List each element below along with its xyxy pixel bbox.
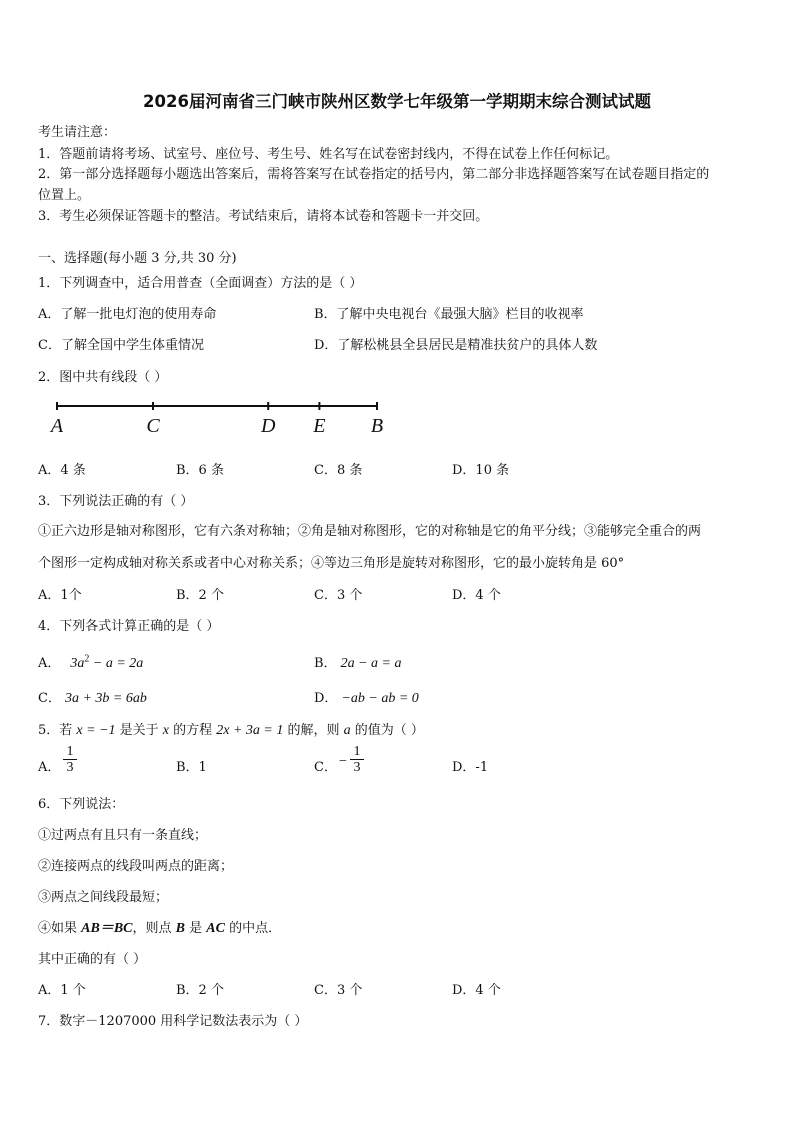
line-segment-diagram [40, 396, 400, 440]
q5-option-a-denominator: 3 [66, 760, 74, 775]
q3-text-line-2: 个图形一定构成轴对称关系或者中心对称关系；④等边三角形是旋转对称图形，它的最小旋转角是 60° [38, 556, 625, 571]
notice-item-2-cont: 位置上。 [38, 188, 91, 203]
q6-option-d: D．4 个 [452, 983, 501, 998]
q3-option-d: D．4 个 [452, 588, 501, 603]
point-label-c: C [146, 415, 160, 437]
q5-stem-text-3: 的方程 [169, 723, 217, 738]
q6-question: 其中正确的有（ ） [38, 952, 147, 967]
q5-stem-math-4: a [343, 723, 351, 738]
q6-option-b: B．2 个 [176, 983, 224, 998]
q5-option-c-sign: − [339, 754, 347, 769]
notice-heading: 考生请注意： [38, 125, 117, 140]
q4-option-a-expr-rest: − a = 2a [89, 656, 144, 671]
point-label-b: B [370, 415, 384, 437]
q5-stem-text-2: 是关于 [115, 723, 163, 738]
section-heading: 一、选择题(每小题 3 分,共 30 分) [38, 251, 237, 266]
q2-option-d: D．10 条 [452, 463, 510, 478]
q4-option-a-exponent: 2 [84, 653, 90, 665]
q5-option-a-numerator: 1 [63, 744, 77, 760]
q1-option-a: A．了解一批电灯泡的使用寿命 [38, 307, 217, 322]
q3-stem: 3．下列说法正确的有（ ） [38, 494, 194, 509]
q6-statement-1: ①过两点有且只有一条直线； [38, 828, 208, 843]
notice-item-2: 2．第一部分选择题每小题选出答案后，需将答案写在试卷指定的括号内，第二部分非选择题答案写在试卷题目指定的 [38, 167, 710, 182]
q5-option-c-numerator: 1 [350, 744, 364, 760]
q4-option-d-label: D． [314, 691, 338, 706]
q6-statement-2: ②连接两点的线段叫两点的距离； [38, 859, 234, 874]
q7-stem: 7．数字－1207000 用科学记数法表示为（ ） [38, 1014, 308, 1029]
q2-option-b: B．6 条 [176, 463, 224, 478]
q5-stem-text-1: 5．若 [38, 723, 77, 738]
q4-option-a-expr-base: 3a [70, 656, 85, 671]
q4-option-b [314, 652, 401, 672]
q4-option-b-expr: 2a − a = a [340, 656, 402, 671]
q2-stem: 2．图中共有线段（ ） [38, 370, 168, 385]
q3-text-line-1: ①正六边形是轴对称图形，它有六条对称轴；②角是轴对称图形，它的对称轴是它的角平分线；③能够完全重合的两 [38, 524, 702, 539]
q4-option-c-expr: 3a + 3b = 6ab [64, 691, 147, 706]
notice-item-3: 3．考生必须保证答题卡的整洁。考试结束后，请将本试卷和答题卡一并交回。 [38, 209, 489, 224]
q6-statement-3: ③两点之间线段最短； [38, 890, 169, 905]
q5-stem-math-1: x = −1 [76, 723, 116, 738]
q1-option-d: D．了解松桃县全县居民是精准扶贫户的具体人数 [314, 338, 598, 353]
q6-option-a: A．1 个 [38, 983, 86, 998]
q4-option-c-label: C． [38, 691, 61, 706]
q4-option-b-label: B． [314, 656, 337, 671]
q4-option-a-label: A． [38, 656, 61, 671]
q6-stem: 6．下列说法： [38, 797, 125, 812]
q6-statement-4 [38, 917, 281, 937]
q6-statement-4-math-3: AC [206, 921, 225, 936]
q1-option-b: B．了解中央电视台《最强大脑》栏目的收视率 [314, 307, 584, 322]
point-label-d: D [260, 415, 276, 437]
q4-option-c [38, 687, 147, 707]
q5-option-a-fraction [63, 744, 77, 776]
q5-stem-text-5: 的值为（ ） [350, 723, 424, 738]
notice-item-1: 1．答题前请将考场、试室号、座位号、考生号、姓名写在试卷密封线内，不得在试卷上作任何标记。 [38, 147, 619, 162]
q4-option-d [314, 687, 419, 707]
q6-statement-4-text-3: 是 [184, 921, 207, 936]
point-label-a: A [50, 415, 64, 437]
q3-option-c: C．3 个 [314, 588, 363, 603]
q5-option-c-label: C． [314, 760, 337, 775]
q6-statement-4-math-1: AB＝BC [81, 921, 133, 936]
q6-option-c: C．3 个 [314, 983, 363, 998]
q6-statement-4-math-2: B [175, 921, 185, 936]
point-label-e: E [313, 415, 326, 437]
q2-option-a: A．4 条 [38, 463, 86, 478]
q4-option-a [38, 652, 143, 672]
q3-option-a: A．1个 [38, 588, 82, 603]
q5-stem-math-2: x [162, 723, 169, 738]
q6-statement-4-text-1: ④如果 [38, 921, 82, 936]
q4-stem: 4．下列各式计算正确的是（ ） [38, 619, 220, 634]
q5-stem-math-3: 2x + 3a = 1 [216, 723, 284, 738]
q4-option-d-expr: −ab − ab = 0 [341, 691, 419, 706]
q2-option-c: C．8 条 [314, 463, 363, 478]
q6-statement-4-text-2: ，则点 [132, 921, 176, 936]
q5-stem [38, 719, 424, 739]
q1-option-c: C．了解全国中学生体重情况 [38, 338, 204, 353]
q5-option-d: D．-1 [452, 760, 489, 775]
q6-statement-4-text-4: 的中点． [224, 921, 282, 936]
q5-option-b: B．1 [176, 760, 207, 775]
q3-option-b: B．2 个 [176, 588, 224, 603]
q5-option-a-label: A． [38, 760, 61, 775]
q1-stem: 1．下列调查中，适合用普查（全面调查）方法的是（ ） [38, 276, 363, 291]
q5-option-c-fraction [350, 744, 364, 776]
page-title: 2026届河南省三门峡市陕州区数学七年级第一学期期末综合测试试题 [143, 92, 651, 111]
q5-option-c-denominator: 3 [353, 760, 361, 775]
q5-stem-text-4: 的解，则 [283, 723, 344, 738]
